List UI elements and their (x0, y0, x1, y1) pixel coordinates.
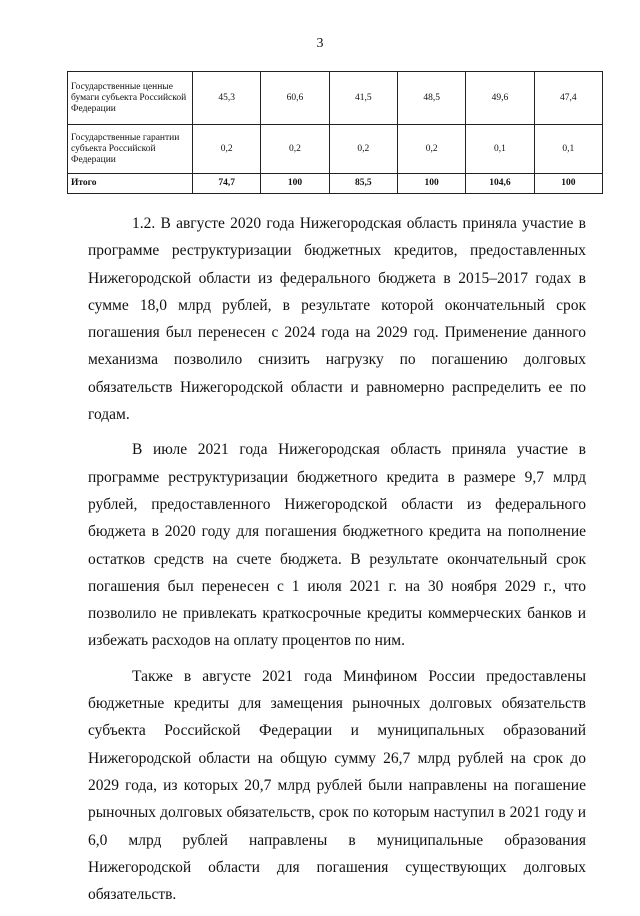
row-label: Государственные гарантии субъекта Российской Федерации (68, 125, 193, 174)
paragraph: 1.2. В августе 2020 года Нижегородская область приняла участие в программе реструктуризации бюджетных кредитов, предоставленных Нижегородской области из федерального бюджета в 2015–2017 годах в сумме 18,0 млрд рублей, в результате которой окончательный срок погашения был перенесен с 2024 года на 2029 год. Применение данного механизма позволило снизить нагрузку по погашению долговых обязательств Нижегородской области и равномерно распределить ее по годам. (88, 215, 586, 424)
table-cell: 60,6 (261, 72, 329, 125)
page-number: 3 (316, 36, 324, 51)
table-cell: 48,5 (397, 72, 465, 125)
body-text (88, 210, 586, 916)
table-cell: 104,6 (466, 174, 534, 194)
table-row (68, 72, 603, 125)
table-cell: 0,2 (329, 125, 397, 174)
table-cell: 85,5 (329, 174, 397, 194)
table-cell: 45,3 (193, 72, 261, 125)
table-cell: 47,4 (534, 72, 602, 125)
row-label: Итого (68, 174, 193, 194)
table-cell: 49,6 (466, 72, 534, 125)
paragraph: В июле 2021 года Нижегородская область приняла участие в программе реструктуризации бюджетного кредита в размере 9,7 млрд рублей, предоставленного Нижегородской области из федерального бюджета в 2020 году для погашения бюджетного кредита на пополнение остатков средств на счете бюджета. В результате окончательный срок погашения был перенесен с 1 июля 2021 г. на 30 ноября 2029 г., что позволило не привлекать краткосрочные кредиты коммерческих банков и избежать расходов на оплату процентов по ним. (88, 441, 586, 650)
table-cell: 41,5 (329, 72, 397, 125)
table-row (68, 125, 603, 174)
table-cell: 100 (397, 174, 465, 194)
table-cell: 74,7 (193, 174, 261, 194)
table-cell: 0,2 (397, 125, 465, 174)
table-cell: 0,1 (466, 125, 534, 174)
table-cell: 100 (534, 174, 602, 194)
row-label: Государственные ценные бумаги субъекта Российской Федерации (68, 72, 193, 125)
table-total-row (68, 174, 603, 194)
table-cell: 0,1 (534, 125, 602, 174)
paragraph: Также в августе 2021 года Минфином России предоставлены бюджетные кредиты для замещения рыночных долговых обязательств субъекта Российской Федерации и муниципальных образований Нижегородской области на общую сумму 26,7 млрд рублей на срок до 2029 года, из которых 20,7 млрд рублей были направлены на погашение рыночных долговых обязательств, срок по которым наступил в 2021 году и 6,0 млрд рублей направлены в муниципальные образования Нижегородской области для погашения существующих долговых обязательств. (88, 667, 586, 904)
table-cell: 0,2 (193, 125, 261, 174)
table-cell: 100 (261, 174, 329, 194)
debt-structure-table (67, 71, 603, 194)
table-cell: 0,2 (261, 125, 329, 174)
